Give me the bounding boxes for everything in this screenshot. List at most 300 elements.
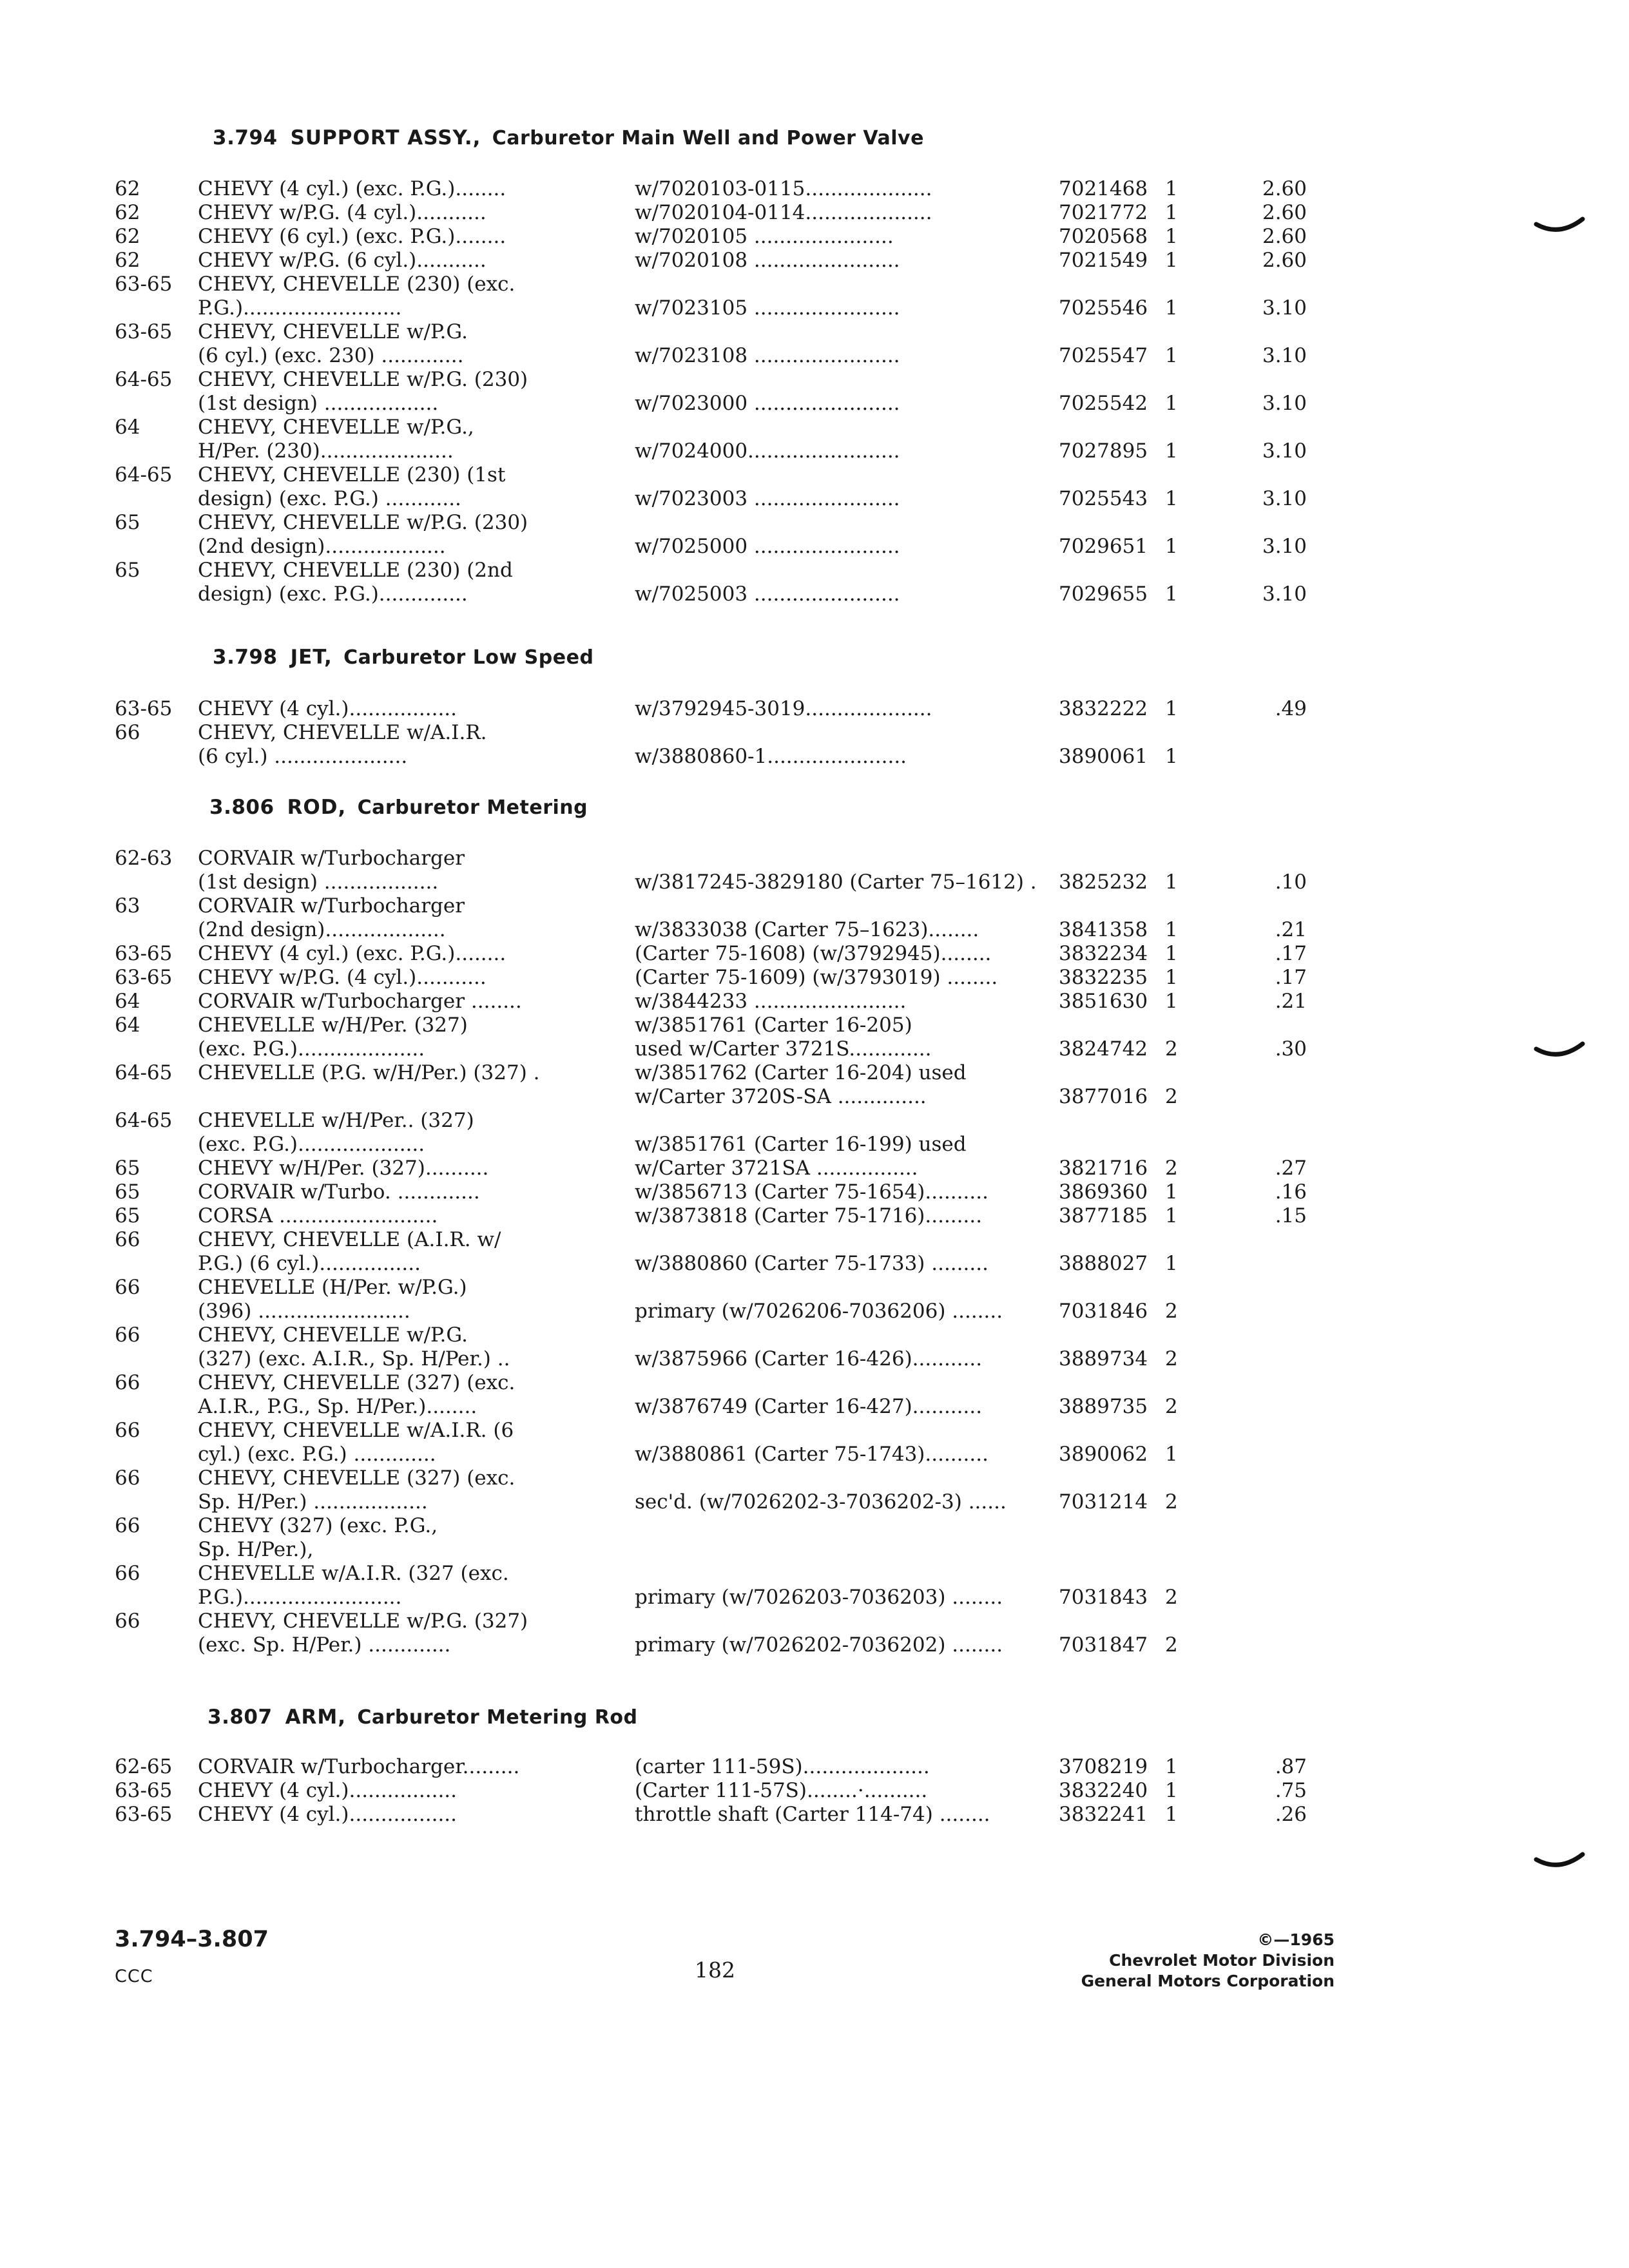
cell-year: 64 bbox=[115, 1014, 140, 1037]
table-row bbox=[0, 1133, 1629, 1157]
cell-model: CHEVY, CHEVELLE (327) (exc. bbox=[198, 1371, 516, 1394]
cell-note: (Carter 75-1608) (w/3792945)........ bbox=[635, 942, 992, 965]
cell-part: 3821716 bbox=[1059, 1157, 1148, 1180]
table-row bbox=[0, 559, 1629, 582]
cell-year: 63-65 bbox=[115, 1779, 173, 1802]
table-row bbox=[0, 535, 1629, 559]
cell-part: 7021468 bbox=[1059, 177, 1148, 200]
footer-range: 3.794–3.807 bbox=[115, 1927, 269, 1952]
cell-year: 66 bbox=[115, 1466, 140, 1490]
section-title bbox=[213, 646, 593, 669]
cell-part: 3832235 bbox=[1059, 966, 1148, 989]
cell-qty: 1 bbox=[1165, 344, 1178, 367]
cell-note: w/3880861 (Carter 75-1743).......... bbox=[635, 1443, 988, 1466]
binding-mark-icon bbox=[1534, 213, 1585, 238]
cell-year: 64-65 bbox=[115, 1109, 173, 1132]
section-name: JET, bbox=[290, 646, 333, 669]
cell-model: (6 cyl.) ..................... bbox=[198, 745, 408, 768]
copyright-notice: ©—1965 bbox=[1257, 1930, 1335, 1949]
table-row bbox=[0, 392, 1629, 416]
table-row bbox=[0, 1419, 1629, 1443]
cell-qty: 1 bbox=[1165, 177, 1178, 200]
cell-price: .17 bbox=[1275, 942, 1307, 965]
cell-qty: 1 bbox=[1165, 582, 1178, 606]
cell-model: CORSA ......................... bbox=[198, 1204, 438, 1227]
cell-part: 7031847 bbox=[1059, 1633, 1148, 1657]
table-row bbox=[0, 966, 1629, 990]
cell-part: 7031214 bbox=[1059, 1490, 1148, 1514]
table-row bbox=[0, 1371, 1629, 1395]
cell-note: w/3833038 (Carter 75–1623)........ bbox=[635, 918, 979, 941]
cell-year: 63-65 bbox=[115, 942, 173, 965]
section-description: Carburetor Metering bbox=[357, 796, 588, 819]
cell-price: 2.60 bbox=[1262, 201, 1307, 224]
table-row bbox=[0, 1252, 1629, 1276]
cell-model: CHEVY, CHEVELLE (A.I.R. w/ bbox=[198, 1228, 501, 1251]
cell-qty: 1 bbox=[1165, 201, 1178, 224]
table-row bbox=[0, 1610, 1629, 1633]
cell-qty: 1 bbox=[1165, 392, 1178, 415]
cell-note: w/3851761 (Carter 16-199) used bbox=[635, 1133, 967, 1156]
cell-part: 7025543 bbox=[1059, 487, 1148, 510]
cell-year: 63-65 bbox=[115, 697, 173, 720]
cell-year: 62 bbox=[115, 249, 140, 272]
section-number: 3.807 bbox=[207, 1706, 273, 1729]
cell-year: 62-65 bbox=[115, 1755, 173, 1778]
cell-model: CHEVY, CHEVELLE (230) (2nd bbox=[198, 559, 513, 582]
table-row bbox=[0, 1395, 1629, 1419]
footer-code: CCC bbox=[115, 1966, 153, 1986]
cell-price: 2.60 bbox=[1262, 249, 1307, 272]
table-row bbox=[0, 918, 1629, 942]
cell-part: 7031846 bbox=[1059, 1300, 1148, 1323]
section-name: SUPPORT ASSY., bbox=[290, 126, 481, 149]
cell-model: P.G.)......................... bbox=[198, 1586, 402, 1609]
table-row bbox=[0, 1157, 1629, 1180]
cell-part: 7027895 bbox=[1059, 439, 1148, 463]
cell-part: 3824742 bbox=[1059, 1037, 1148, 1061]
table-row bbox=[0, 463, 1629, 487]
cell-part: 3890062 bbox=[1059, 1443, 1148, 1466]
table-row bbox=[0, 847, 1629, 870]
cell-price: 3.10 bbox=[1262, 392, 1307, 415]
cell-price: .16 bbox=[1275, 1180, 1307, 1204]
cell-model: CHEVY (4 cyl.)................. bbox=[198, 697, 458, 720]
cell-model: (1st design) .................. bbox=[198, 392, 439, 415]
cell-note: w/7023108 ....................... bbox=[635, 344, 900, 367]
table-row bbox=[0, 1490, 1629, 1514]
table-row bbox=[0, 1014, 1629, 1037]
section-number: 3.798 bbox=[213, 646, 278, 669]
cell-price: .21 bbox=[1275, 990, 1307, 1013]
cell-note: w/7024000........................ bbox=[635, 439, 900, 463]
cell-model: (exc. P.G.).................... bbox=[198, 1133, 425, 1156]
cell-qty: 1 bbox=[1165, 1252, 1178, 1275]
cell-note: w/Carter 3720S-SA .............. bbox=[635, 1085, 927, 1108]
table-row bbox=[0, 1109, 1629, 1133]
cell-qty: 1 bbox=[1165, 1180, 1178, 1204]
cell-qty: 1 bbox=[1165, 1755, 1178, 1778]
cell-year: 65 bbox=[115, 511, 140, 534]
cell-year: 66 bbox=[115, 1323, 140, 1347]
cell-part: 3832234 bbox=[1059, 942, 1148, 965]
table-row bbox=[0, 990, 1629, 1014]
cell-year: 63-65 bbox=[115, 320, 173, 343]
table-row bbox=[0, 1755, 1629, 1779]
section-description: Carburetor Low Speed bbox=[343, 646, 594, 669]
section-description: Carburetor Metering Rod bbox=[357, 1706, 638, 1729]
cell-model: CHEVY (327) (exc. P.G., bbox=[198, 1514, 438, 1537]
cell-qty: 2 bbox=[1165, 1490, 1178, 1514]
cell-note: w/7023003 ....................... bbox=[635, 487, 900, 510]
cell-qty: 1 bbox=[1165, 249, 1178, 272]
cell-model: (exc. P.G.).................... bbox=[198, 1037, 425, 1061]
cell-part: 7020568 bbox=[1059, 225, 1148, 248]
section-number: 3.806 bbox=[209, 796, 275, 819]
table-row bbox=[0, 368, 1629, 392]
cell-qty: 1 bbox=[1165, 487, 1178, 510]
cell-part: 3832222 bbox=[1059, 697, 1148, 720]
cell-model: CHEVY, CHEVELLE w/A.I.R. (6 bbox=[198, 1419, 514, 1442]
table-row bbox=[0, 1323, 1629, 1347]
table-row bbox=[0, 1803, 1629, 1827]
section-title bbox=[209, 796, 588, 819]
cell-note: w/3856713 (Carter 75-1654).......... bbox=[635, 1180, 988, 1204]
cell-note: (carter 111-59S).................... bbox=[635, 1755, 930, 1778]
table-row bbox=[0, 344, 1629, 368]
cell-qty: 1 bbox=[1165, 1443, 1178, 1466]
cell-price: .15 bbox=[1275, 1204, 1307, 1227]
cell-note: (Carter 111-57S)........·.......... bbox=[635, 1779, 928, 1802]
cell-part: 3841358 bbox=[1059, 918, 1148, 941]
cell-qty: 1 bbox=[1165, 942, 1178, 965]
section-description: Carburetor Main Well and Power Valve bbox=[492, 127, 924, 149]
cell-note: w/7020108 ....................... bbox=[635, 249, 900, 272]
cell-qty: 1 bbox=[1165, 1779, 1178, 1802]
cell-part: 7021772 bbox=[1059, 201, 1148, 224]
cell-price: 2.60 bbox=[1262, 225, 1307, 248]
cell-year: 66 bbox=[115, 1419, 140, 1442]
section-title bbox=[207, 1706, 638, 1729]
cell-year: 62 bbox=[115, 201, 140, 224]
cell-part: 7025542 bbox=[1059, 392, 1148, 415]
cell-model: CORVAIR w/Turbo. ............. bbox=[198, 1180, 480, 1204]
cell-model: CHEVY (4 cyl.) (exc. P.G.)........ bbox=[198, 942, 506, 965]
cell-note: w/7025000 ....................... bbox=[635, 535, 900, 558]
cell-year: 63-65 bbox=[115, 966, 173, 989]
cell-model: CHEVY, CHEVELLE (327) (exc. bbox=[198, 1466, 516, 1490]
page-number: 182 bbox=[695, 1957, 735, 1983]
cell-part: 7025547 bbox=[1059, 344, 1148, 367]
cell-model: CHEVELLE w/A.I.R. (327 (exc. bbox=[198, 1562, 509, 1585]
cell-note: w/3880860-1...................... bbox=[635, 745, 907, 768]
cell-part: 3890061 bbox=[1059, 745, 1148, 768]
table-row bbox=[0, 487, 1629, 511]
table-row bbox=[0, 1538, 1629, 1562]
cell-model: CHEVY w/H/Per. (327).......... bbox=[198, 1157, 489, 1180]
cell-year: 65 bbox=[115, 559, 140, 582]
table-row bbox=[0, 745, 1629, 769]
cell-model: Sp. H/Per.) .................. bbox=[198, 1490, 428, 1514]
cell-part: 3877016 bbox=[1059, 1085, 1148, 1108]
cell-note: w/3792945-3019.................... bbox=[635, 697, 932, 720]
cell-year: 66 bbox=[115, 1371, 140, 1394]
table-row bbox=[0, 1633, 1629, 1657]
cell-note: sec'd. (w/7026202-3-7036202-3) ...... bbox=[635, 1490, 1007, 1514]
cell-qty: 1 bbox=[1165, 745, 1178, 768]
cell-year: 63-65 bbox=[115, 1803, 173, 1826]
parts-list bbox=[0, 847, 1629, 1657]
cell-model: CORVAIR w/Turbocharger......... bbox=[198, 1755, 520, 1778]
table-row bbox=[0, 1300, 1629, 1323]
cell-year: 62-63 bbox=[115, 847, 173, 870]
cell-part: 7029655 bbox=[1059, 582, 1148, 606]
cell-part: 3889735 bbox=[1059, 1395, 1148, 1418]
cell-model: A.I.R., P.G., Sp. H/Per.)........ bbox=[198, 1395, 477, 1418]
cell-model: CHEVY (6 cyl.) (exc. P.G.)........ bbox=[198, 225, 506, 248]
cell-year: 64 bbox=[115, 990, 140, 1013]
cell-note: primary (w/7026202-7036202) ........ bbox=[635, 1633, 1003, 1657]
cell-qty: 1 bbox=[1165, 870, 1178, 894]
cell-price: .10 bbox=[1275, 870, 1307, 894]
cell-price: .30 bbox=[1275, 1037, 1307, 1061]
cell-year: 64-65 bbox=[115, 368, 173, 391]
cell-note: w/7025003 ....................... bbox=[635, 582, 900, 606]
parts-list bbox=[0, 697, 1629, 769]
cell-year: 66 bbox=[115, 1276, 140, 1299]
cell-qty: 1 bbox=[1165, 439, 1178, 463]
cell-model: P.G.) (6 cyl.)................ bbox=[198, 1252, 421, 1275]
cell-model: (327) (exc. A.I.R., Sp. H/Per.) .. bbox=[198, 1347, 510, 1370]
cell-model: CHEVY, CHEVELLE w/P.G. (230) bbox=[198, 368, 528, 391]
cell-part: 3877185 bbox=[1059, 1204, 1148, 1227]
table-row bbox=[0, 273, 1629, 296]
table-row bbox=[0, 1276, 1629, 1300]
cell-model: CHEVY (4 cyl.)................. bbox=[198, 1803, 458, 1826]
table-row bbox=[0, 1228, 1629, 1252]
cell-qty: 1 bbox=[1165, 296, 1178, 320]
cell-price: .49 bbox=[1275, 697, 1307, 720]
cell-note: w/3876749 (Carter 16-427)........... bbox=[635, 1395, 983, 1418]
cell-part: 3869360 bbox=[1059, 1180, 1148, 1204]
cell-qty: 2 bbox=[1165, 1085, 1178, 1108]
division-name: Chevrolet Motor Division bbox=[1109, 1951, 1335, 1970]
cell-model: CHEVY (4 cyl.) (exc. P.G.)........ bbox=[198, 177, 506, 200]
table-row bbox=[0, 439, 1629, 463]
cell-model: CHEVY, CHEVELLE (230) (1st bbox=[198, 463, 506, 486]
cell-note: primary (w/7026203-7036203) ........ bbox=[635, 1586, 1003, 1609]
cell-price: .27 bbox=[1275, 1157, 1307, 1180]
cell-model: CHEVY, CHEVELLE w/P.G. (230) bbox=[198, 511, 528, 534]
cell-model: design) (exc. P.G.) ............ bbox=[198, 487, 461, 510]
cell-qty: 2 bbox=[1165, 1157, 1178, 1180]
cell-price: 3.10 bbox=[1262, 535, 1307, 558]
cell-model: CORVAIR w/Turbocharger bbox=[198, 894, 465, 918]
cell-model: (1st design) .................. bbox=[198, 870, 439, 894]
cell-year: 66 bbox=[115, 1228, 140, 1251]
cell-note: w/3844233 ........................ bbox=[635, 990, 907, 1013]
table-row bbox=[0, 582, 1629, 606]
cell-model: CORVAIR w/Turbocharger ........ bbox=[198, 990, 522, 1013]
cell-qty: 1 bbox=[1165, 697, 1178, 720]
binding-mark-icon bbox=[1534, 1848, 1585, 1874]
cell-model: (2nd design)................... bbox=[198, 535, 446, 558]
cell-note: w/3851761 (Carter 16-205) bbox=[635, 1014, 912, 1037]
cell-year: 62 bbox=[115, 177, 140, 200]
parts-list bbox=[0, 1755, 1629, 1827]
table-row bbox=[0, 1085, 1629, 1109]
table-row bbox=[0, 201, 1629, 225]
cell-note: w/3851762 (Carter 16-204) used bbox=[635, 1061, 967, 1084]
cell-part: 3825232 bbox=[1059, 870, 1148, 894]
cell-note: w/3880860 (Carter 75-1733) ......... bbox=[635, 1252, 988, 1275]
cell-model: CHEVY, CHEVELLE w/P.G. (327) bbox=[198, 1610, 528, 1633]
table-row bbox=[0, 1466, 1629, 1490]
cell-note: w/3875966 (Carter 16-426)........... bbox=[635, 1347, 983, 1370]
cell-qty: 1 bbox=[1165, 225, 1178, 248]
cell-model: CHEVELLE w/H/Per. (327) bbox=[198, 1014, 468, 1037]
cell-qty: 2 bbox=[1165, 1395, 1178, 1418]
table-row bbox=[0, 511, 1629, 535]
cell-note: w/7023105 ....................... bbox=[635, 296, 900, 320]
cell-price: 3.10 bbox=[1262, 344, 1307, 367]
cell-model: design) (exc. P.G.).............. bbox=[198, 582, 468, 606]
table-row bbox=[0, 1779, 1629, 1803]
table-row bbox=[0, 942, 1629, 966]
cell-qty: 1 bbox=[1165, 1803, 1178, 1826]
section-name: ROD, bbox=[287, 796, 347, 819]
cell-qty: 1 bbox=[1165, 966, 1178, 989]
table-row bbox=[0, 1514, 1629, 1538]
cell-note: w/3817245-3829180 (Carter 75–1612) . bbox=[635, 870, 1037, 894]
cell-note: w/7020104-0114.................... bbox=[635, 201, 932, 224]
cell-year: 66 bbox=[115, 1514, 140, 1537]
cell-part: 7029651 bbox=[1059, 535, 1148, 558]
cell-year: 64-65 bbox=[115, 463, 173, 486]
cell-note: throttle shaft (Carter 114-74) ........ bbox=[635, 1803, 990, 1826]
cell-part: 3708219 bbox=[1059, 1755, 1148, 1778]
cell-qty: 1 bbox=[1165, 1204, 1178, 1227]
cell-part: 7025546 bbox=[1059, 296, 1148, 320]
cell-part: 3888027 bbox=[1059, 1252, 1148, 1275]
cell-price: .75 bbox=[1275, 1779, 1307, 1802]
cell-note: w/3873818 (Carter 75-1716)......... bbox=[635, 1204, 983, 1227]
table-row bbox=[0, 1037, 1629, 1061]
cell-qty: 2 bbox=[1165, 1300, 1178, 1323]
footer-publisher bbox=[1081, 1930, 1335, 1992]
cell-note: used w/Carter 3721S............. bbox=[635, 1037, 932, 1061]
cell-model: (6 cyl.) (exc. 230) ............. bbox=[198, 344, 464, 367]
cell-qty: 1 bbox=[1165, 535, 1178, 558]
table-row bbox=[0, 1180, 1629, 1204]
cell-year: 65 bbox=[115, 1180, 140, 1204]
parts-list bbox=[0, 177, 1629, 606]
cell-price: .21 bbox=[1275, 918, 1307, 941]
cell-model: CHEVY, CHEVELLE w/A.I.R. bbox=[198, 721, 487, 744]
section-title bbox=[213, 126, 924, 149]
cell-price: .17 bbox=[1275, 966, 1307, 989]
table-row bbox=[0, 1586, 1629, 1610]
cell-model: (2nd design)................... bbox=[198, 918, 446, 941]
table-row bbox=[0, 177, 1629, 201]
cell-model: P.G.)......................... bbox=[198, 296, 402, 320]
cell-model: CHEVY w/P.G. (4 cyl.)........... bbox=[198, 201, 487, 224]
table-row bbox=[0, 249, 1629, 273]
cell-part: 7031843 bbox=[1059, 1586, 1148, 1609]
cell-model: CHEVY, CHEVELLE w/P.G. bbox=[198, 320, 468, 343]
binding-mark-icon bbox=[1534, 1037, 1585, 1063]
table-row bbox=[0, 1443, 1629, 1466]
cell-year: 62 bbox=[115, 225, 140, 248]
cell-model: CHEVY, CHEVELLE (230) (exc. bbox=[198, 273, 516, 296]
cell-price: 3.10 bbox=[1262, 296, 1307, 320]
cell-model: H/Per. (230)..................... bbox=[198, 439, 454, 463]
cell-qty: 2 bbox=[1165, 1037, 1178, 1061]
cell-part: 7021549 bbox=[1059, 249, 1148, 272]
cell-model: CHEVY (4 cyl.)................. bbox=[198, 1779, 458, 1802]
cell-price: 3.10 bbox=[1262, 582, 1307, 606]
section-number: 3.794 bbox=[213, 126, 278, 149]
cell-model: (exc. Sp. H/Per.) ............. bbox=[198, 1633, 451, 1657]
table-row bbox=[0, 320, 1629, 344]
cell-model: CHEVY, CHEVELLE w/P.G. bbox=[198, 1323, 468, 1347]
cell-price: 3.10 bbox=[1262, 439, 1307, 463]
cell-model: CHEVELLE w/H/Per.. (327) bbox=[198, 1109, 474, 1132]
cell-qty: 1 bbox=[1165, 990, 1178, 1013]
cell-qty: 2 bbox=[1165, 1347, 1178, 1370]
table-row bbox=[0, 1347, 1629, 1371]
table-row bbox=[0, 697, 1629, 721]
cell-part: 3832240 bbox=[1059, 1779, 1148, 1802]
cell-year: 64-65 bbox=[115, 1061, 173, 1084]
cell-qty: 1 bbox=[1165, 918, 1178, 941]
cell-note: w/7020105 ...................... bbox=[635, 225, 894, 248]
corporation-name: General Motors Corporation bbox=[1081, 1972, 1335, 1990]
cell-note: (Carter 75-1609) (w/3793019) ........ bbox=[635, 966, 998, 989]
cell-year: 65 bbox=[115, 1157, 140, 1180]
cell-note: w/Carter 3721SA ................ bbox=[635, 1157, 918, 1180]
cell-year: 66 bbox=[115, 1610, 140, 1633]
cell-qty: 2 bbox=[1165, 1633, 1178, 1657]
cell-part: 3851630 bbox=[1059, 990, 1148, 1013]
cell-part: 3889734 bbox=[1059, 1347, 1148, 1370]
table-row bbox=[0, 416, 1629, 439]
cell-year: 64 bbox=[115, 416, 140, 439]
cell-model: (396) ........................ bbox=[198, 1300, 410, 1323]
cell-price: 2.60 bbox=[1262, 177, 1307, 200]
cell-year: 66 bbox=[115, 1562, 140, 1585]
table-row bbox=[0, 1061, 1629, 1085]
table-row bbox=[0, 721, 1629, 745]
cell-year: 65 bbox=[115, 1204, 140, 1227]
table-row bbox=[0, 296, 1629, 320]
table-row bbox=[0, 1562, 1629, 1586]
cell-model: CHEVELLE (H/Per. w/P.G.) bbox=[198, 1276, 467, 1299]
cell-price: .87 bbox=[1275, 1755, 1307, 1778]
cell-price: .26 bbox=[1275, 1803, 1307, 1826]
section-name: ARM, bbox=[285, 1706, 347, 1729]
table-row bbox=[0, 1204, 1629, 1228]
cell-note: w/7023000 ....................... bbox=[635, 392, 900, 415]
cell-model: CHEVY w/P.G. (4 cyl.)........... bbox=[198, 966, 487, 989]
cell-model: CHEVY w/P.G. (6 cyl.)........... bbox=[198, 249, 487, 272]
cell-qty: 2 bbox=[1165, 1586, 1178, 1609]
cell-note: w/7020103-0115.................... bbox=[635, 177, 932, 200]
cell-model: CORVAIR w/Turbocharger bbox=[198, 847, 465, 870]
table-row bbox=[0, 225, 1629, 249]
cell-price: 3.10 bbox=[1262, 487, 1307, 510]
cell-model: CHEVY, CHEVELLE w/P.G., bbox=[198, 416, 474, 439]
